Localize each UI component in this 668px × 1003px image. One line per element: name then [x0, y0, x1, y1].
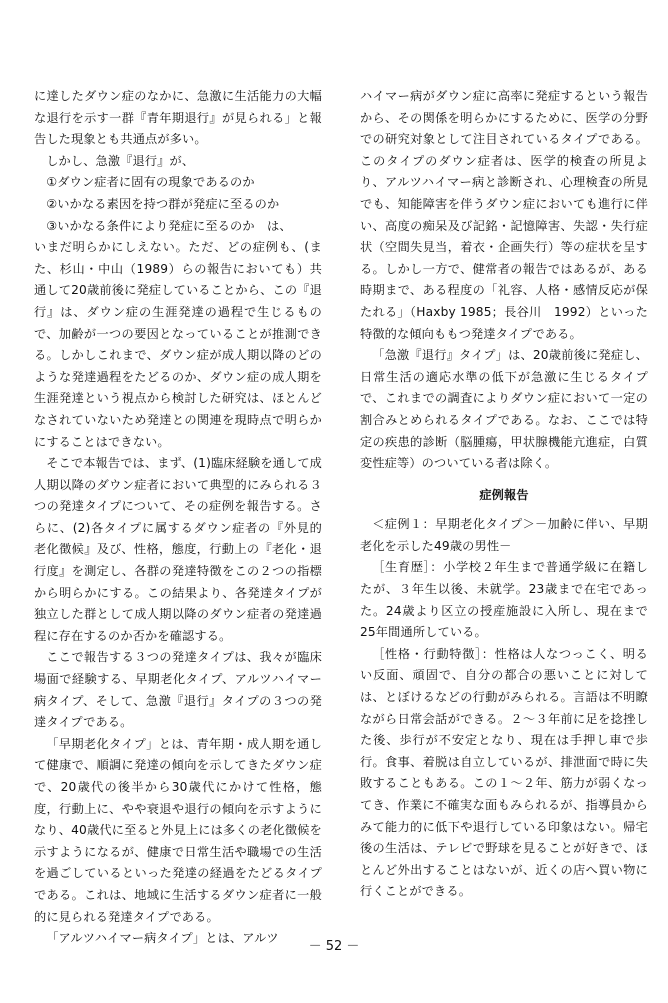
list-item: ①ダウン症者に固有の現象であるのか — [46, 175, 255, 190]
paragraph-body: 「急激『退行』タイプ」は、20歳前後に発症し、日常生活の適応水準の低下が急激に生じるタイプで、これまでの調査によりダウン症において一定の割合みとめられるタイプである。なお、ここでは特定の疾患的診断（脳腫瘍，甲状腺機能亢進症，白質変性症等）のついている者は除く。 — [360, 348, 648, 471]
paragraph-body: 「アルツハイマー病タイプ」とは、アルツ — [46, 931, 279, 946]
list-item: ②いかなる素因を持つ群が発症に至るのか — [46, 196, 280, 211]
page-number: － 52 － — [308, 939, 360, 954]
paragraph-body: ここで報告する３つの発達タイプは、我々が臨床場面で経験する、早期老化タイプ、アルツハイマー病タイプ、そして、急激『退行』タイプの３つの発達タイプである。 — [34, 650, 322, 730]
list-item: ③いかなる条件により発症に至るのか は、 — [46, 218, 292, 233]
right-column — [360, 86, 648, 903]
section-heading: 症例報告 — [479, 487, 529, 502]
paragraph-life-history: ［生育歴］：小学校２年生まで普通学級に在籍したが、３年生以後、未就学。23歳まで在宅であった。24歳より区立の授産施設に入所し、現在まで25年間通所している。 — [360, 560, 648, 640]
paragraph-intro: しかし、急激『退行』が、 — [46, 153, 195, 168]
paragraph-body: 「早期老化タイプ」とは、青年期・成人期を通して健康で、順調に発達の傾向を示してきたダウン症で、20歳代の後半から30歳代にかけて性格，態度，行動上に、やや衰退や退行の傾向を示すようになり、40歳代に至ると外見上には多くの老化徴候を示すようになるが、健康で日常生活や職場での生活を過ごしているといった発達の経過をたどるタイプである。これは、地域に生活するダウン症者に一般的に見られる発達タイプである。 — [34, 736, 322, 924]
paragraph-body: そこで本報告では、まず、(1)臨床経験を通して成人期以降のダウン症者において典型的にみられる３つの発達タイプについて、その症例を報告する。さらに、(2)各タイプに属するダウン症者の『外見的老化徴候』及び、性格，態度，行動上の『老化・退行度』を測定し、各群の発達特徴をこの２つの指標から明らかにする。この結果より、各発達タイプが独立した群として成人期以降のダウン症者の発達過程に存在するのか否かを確認する。 — [34, 456, 323, 643]
paragraph-personality: ［性格・行動特徴］：性格は人なつっこく、明るい反面、頑固で、自分の都合の悪いことに対しては、とぼけるなどの行動がみられる。言語は不明瞭ながら日常会話ができる。２～３年前に足を捻挫した後、歩行が不安定となり、現在は手押し車で歩行。食事、着脱は自立しているが、排泄面で時に失敗することもある。この１～２年、筋力が弱くなってき、作業に不確実な面もみられるが、指導員からみて能力的に低下や退行している印象はない。帰宅後の生活は、テレビで野球を見ることが好きで、ほとんど外出することはないが、近くの店へ買い物に行くことができる。 — [360, 646, 648, 899]
left-column — [34, 86, 322, 950]
case-title: ＜症例１：早期老化タイプ＞－加齢に伴い、早期老化を示した49歳の男性－ — [360, 517, 648, 553]
paragraph-continuation: に達したダウン症のなかに、急激に生活能力の大幅な退行を示す一群『青年期退行』が見られる」と報告した現象とも共通点が多い。 — [34, 89, 322, 147]
paragraph-continuation: ハイマー病がダウン症に高率に発症するという報告から、その関係を明らかにするために、医学の分野での研究対象として注目されているタイプである。このタイプのダウン症者は、医学的検査の所見より、アルツハイマー病と診断され、心理検査の所見でも、知能障害を伴うダウン症においても進行に伴い、高度の痴呆及び記銘・記憶障害、失認・失行症状（空間失見当，着衣・企画失行）等の症状を呈する。しかし一方で、健常者の報告ではあるが、ある時期まで、ある程度の「礼容、人格・感情反応が保たれる」（Haxby 1985；長谷川 1992）といった特徴的な傾向ももつ発達タイプである。 — [360, 89, 648, 341]
paragraph-body: いまだ明らかにしえない。ただ、どの症例も、(また、杉山・中山（1989）らの報告においても）共通して20歳前後に発症していることから、この『退行』は、ダウン症の生涯発達の過程で生じるもので、加齢が一つの要因となっていることが推測できる。しかしこれまで、ダウン症が成人期以降のどのような発達過程をたどるのか、ダウン症の成人期を生涯発達という視点から検討した研究は、ほとんどなされていないため発達との関連を現時点で明らかにすることはできない。 — [34, 240, 322, 449]
